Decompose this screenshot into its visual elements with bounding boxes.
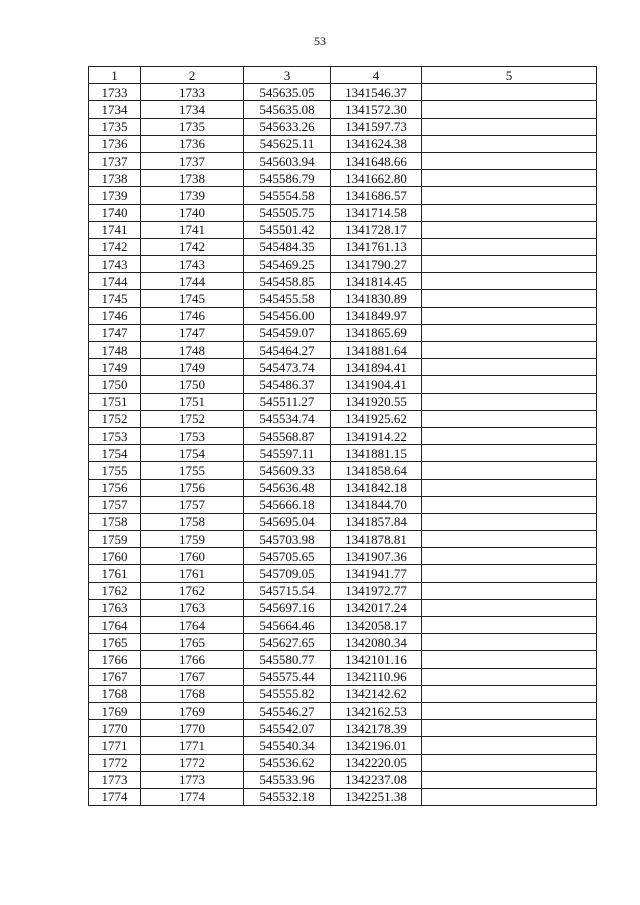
table-cell-col-3: 545633.26 <box>244 118 331 135</box>
table-cell-col-1: 1773 <box>89 771 141 788</box>
table-cell-col-1: 1739 <box>89 187 141 204</box>
table-cell-col-5 <box>422 324 597 341</box>
table-row <box>89 634 597 651</box>
table-row <box>89 445 597 462</box>
table-cell-col-5 <box>422 273 597 290</box>
table-cell-col-1: 1736 <box>89 135 141 152</box>
table-cell-col-1: 1749 <box>89 359 141 376</box>
table-cell-col-5 <box>422 307 597 324</box>
table-cell-col-4: 1341624.38 <box>331 135 422 152</box>
table-cell-col-2: 1743 <box>141 256 244 273</box>
table-cell-col-4: 1342251.38 <box>331 788 422 805</box>
table-cell-col-1: 1737 <box>89 152 141 169</box>
table-cell-col-5 <box>422 617 597 634</box>
table-row <box>89 152 597 169</box>
table-cell-col-2: 1764 <box>141 617 244 634</box>
table-cell-col-5 <box>422 393 597 410</box>
table-row <box>89 135 597 152</box>
coordinates-table <box>88 66 597 806</box>
table-cell-col-4: 1341761.13 <box>331 238 422 255</box>
table-cell-col-4: 1341546.37 <box>331 84 422 101</box>
table-cell-col-2: 1740 <box>141 204 244 221</box>
table-cell-col-2: 1758 <box>141 513 244 530</box>
table-row <box>89 221 597 238</box>
table-cell-col-3: 545533.96 <box>244 771 331 788</box>
table-cell-col-3: 545715.54 <box>244 582 331 599</box>
table-cell-col-3: 545568.87 <box>244 427 331 444</box>
table-cell-col-1: 1752 <box>89 410 141 427</box>
table-cell-col-5 <box>422 668 597 685</box>
table-cell-col-3: 545458.85 <box>244 273 331 290</box>
table-cell-col-1: 1762 <box>89 582 141 599</box>
table-cell-col-1: 1774 <box>89 788 141 805</box>
table-cell-col-5 <box>422 565 597 582</box>
table-cell-col-4: 1341842.18 <box>331 479 422 496</box>
table-row <box>89 462 597 479</box>
table-cell-col-2: 1748 <box>141 342 244 359</box>
table-cell-col-2: 1767 <box>141 668 244 685</box>
table-header <box>89 67 597 84</box>
table-row <box>89 479 597 496</box>
table-cell-col-4: 1342220.05 <box>331 754 422 771</box>
table-cell-col-2: 1752 <box>141 410 244 427</box>
table-cell-col-1: 1756 <box>89 479 141 496</box>
table-cell-col-1: 1733 <box>89 84 141 101</box>
table-cell-col-1: 1772 <box>89 754 141 771</box>
table-cell-col-4: 1341790.27 <box>331 256 422 273</box>
table-cell-col-3: 545635.05 <box>244 84 331 101</box>
table-cell-col-2: 1774 <box>141 788 244 805</box>
table-cell-col-4: 1341686.57 <box>331 187 422 204</box>
table-row <box>89 307 597 324</box>
table-cell-col-1: 1764 <box>89 617 141 634</box>
table-cell-col-3: 545580.77 <box>244 651 331 668</box>
table-cell-col-5 <box>422 651 597 668</box>
table-cell-col-1: 1761 <box>89 565 141 582</box>
table-row <box>89 599 597 616</box>
table-cell-col-3: 545554.58 <box>244 187 331 204</box>
table-cell-col-1: 1742 <box>89 238 141 255</box>
table-cell-col-2: 1734 <box>141 101 244 118</box>
table-cell-col-4: 1341849.97 <box>331 307 422 324</box>
table-cell-col-3: 545511.27 <box>244 393 331 410</box>
table-cell-col-4: 1341881.15 <box>331 445 422 462</box>
table-cell-col-1: 1766 <box>89 651 141 668</box>
table-cell-col-2: 1769 <box>141 702 244 719</box>
table-row <box>89 170 597 187</box>
table-cell-col-3: 545536.62 <box>244 754 331 771</box>
table-cell-col-4: 1341830.89 <box>331 290 422 307</box>
table-cell-col-5 <box>422 737 597 754</box>
table-cell-col-4: 1341925.62 <box>331 410 422 427</box>
table-cell-col-1: 1767 <box>89 668 141 685</box>
table-cell-col-4: 1341648.66 <box>331 152 422 169</box>
table-cell-col-2: 1738 <box>141 170 244 187</box>
table-cell-col-3: 545532.18 <box>244 788 331 805</box>
table-cell-col-5 <box>422 221 597 238</box>
page-number: 53 <box>314 34 326 48</box>
table-cell-col-3: 545546.27 <box>244 702 331 719</box>
table-cell-col-1: 1750 <box>89 376 141 393</box>
table-cell-col-4: 1341728.17 <box>331 221 422 238</box>
table-cell-col-1: 1745 <box>89 290 141 307</box>
table-cell-col-1: 1747 <box>89 324 141 341</box>
table-cell-col-3: 545542.07 <box>244 720 331 737</box>
table-row <box>89 651 597 668</box>
table-cell-col-4: 1341972.77 <box>331 582 422 599</box>
table-cell-col-4: 1341920.55 <box>331 393 422 410</box>
table-cell-col-4: 1341914.22 <box>331 427 422 444</box>
table-cell-col-4: 1342162.53 <box>331 702 422 719</box>
table-cell-col-5 <box>422 496 597 513</box>
table-cell-col-5 <box>422 531 597 548</box>
table-cell-col-1: 1754 <box>89 445 141 462</box>
table-cell-col-4: 1342237.08 <box>331 771 422 788</box>
table-cell-col-2: 1757 <box>141 496 244 513</box>
table-cell-col-2: 1742 <box>141 238 244 255</box>
table-cell-col-5 <box>422 342 597 359</box>
table-cell-col-4: 1342017.24 <box>331 599 422 616</box>
table-row <box>89 410 597 427</box>
table-cell-col-5 <box>422 359 597 376</box>
table-cell-col-3: 545501.42 <box>244 221 331 238</box>
table-cell-col-5 <box>422 118 597 135</box>
table-cell-col-2: 1735 <box>141 118 244 135</box>
table-cell-col-5 <box>422 238 597 255</box>
table-row <box>89 737 597 754</box>
table-cell-col-1: 1757 <box>89 496 141 513</box>
table-row <box>89 754 597 771</box>
table-cell-col-3: 545636.48 <box>244 479 331 496</box>
table-row <box>89 771 597 788</box>
table-cell-col-5 <box>422 152 597 169</box>
table-row <box>89 565 597 582</box>
table-cell-col-5 <box>422 84 597 101</box>
table-cell-col-3: 545473.74 <box>244 359 331 376</box>
table-cell-col-5 <box>422 599 597 616</box>
table-cell-col-2: 1736 <box>141 135 244 152</box>
table-cell-col-1: 1771 <box>89 737 141 754</box>
table-cell-col-5 <box>422 256 597 273</box>
table-cell-col-2: 1745 <box>141 290 244 307</box>
table-cell-col-2: 1744 <box>141 273 244 290</box>
table-cell-col-3: 545459.07 <box>244 324 331 341</box>
table-cell-col-4: 1342196.01 <box>331 737 422 754</box>
table-cell-col-2: 1763 <box>141 599 244 616</box>
table-cell-col-1: 1770 <box>89 720 141 737</box>
table-cell-col-1: 1738 <box>89 170 141 187</box>
table-cell-col-3: 545555.82 <box>244 685 331 702</box>
table-cell-col-5 <box>422 720 597 737</box>
table-row <box>89 788 597 805</box>
table-cell-col-1: 1760 <box>89 548 141 565</box>
header-row <box>89 67 597 84</box>
table-cell-col-2: 1741 <box>141 221 244 238</box>
table-cell-col-2: 1751 <box>141 393 244 410</box>
table-cell-col-4: 1342142.62 <box>331 685 422 702</box>
table-cell-col-5 <box>422 548 597 565</box>
table-row <box>89 720 597 737</box>
table-row <box>89 256 597 273</box>
table-cell-col-2: 1746 <box>141 307 244 324</box>
table-row <box>89 531 597 548</box>
table-cell-col-3: 545505.75 <box>244 204 331 221</box>
table-cell-col-3: 545534.74 <box>244 410 331 427</box>
table-cell-col-3: 545486.37 <box>244 376 331 393</box>
table-cell-col-1: 1763 <box>89 599 141 616</box>
table-cell-col-2: 1766 <box>141 651 244 668</box>
table-cell-col-3: 545469.25 <box>244 256 331 273</box>
table-row <box>89 427 597 444</box>
table-cell-col-4: 1342178.39 <box>331 720 422 737</box>
table-cell-col-4: 1341907.36 <box>331 548 422 565</box>
table-cell-col-5 <box>422 187 597 204</box>
table-cell-col-1: 1758 <box>89 513 141 530</box>
table-cell-col-1: 1768 <box>89 685 141 702</box>
table-cell-col-5 <box>422 135 597 152</box>
table-cell-col-2: 1750 <box>141 376 244 393</box>
table-cell-col-1: 1734 <box>89 101 141 118</box>
table-row <box>89 101 597 118</box>
table-cell-col-1: 1765 <box>89 634 141 651</box>
table-cell-col-4: 1341881.64 <box>331 342 422 359</box>
table-cell-col-2: 1737 <box>141 152 244 169</box>
table-cell-col-5 <box>422 427 597 444</box>
table-cell-col-3: 545484.35 <box>244 238 331 255</box>
table-cell-col-3: 545664.46 <box>244 617 331 634</box>
column-header-5: 5 <box>422 67 597 84</box>
table-cell-col-3: 545575.44 <box>244 668 331 685</box>
table-cell-col-5 <box>422 479 597 496</box>
table-cell-col-4: 1341844.70 <box>331 496 422 513</box>
table-cell-col-4: 1341597.73 <box>331 118 422 135</box>
table-cell-col-3: 545703.98 <box>244 531 331 548</box>
table-cell-col-2: 1733 <box>141 84 244 101</box>
table-cell-col-2: 1772 <box>141 754 244 771</box>
table-row <box>89 376 597 393</box>
table-cell-col-4: 1341572.30 <box>331 101 422 118</box>
table-cell-col-3: 545705.65 <box>244 548 331 565</box>
table-cell-col-4: 1341814.45 <box>331 273 422 290</box>
table-cell-col-3: 545695.04 <box>244 513 331 530</box>
table-cell-col-2: 1755 <box>141 462 244 479</box>
table-row <box>89 513 597 530</box>
table-cell-col-4: 1341714.58 <box>331 204 422 221</box>
table-cell-col-3: 545456.00 <box>244 307 331 324</box>
table-cell-col-2: 1739 <box>141 187 244 204</box>
table-cell-col-5 <box>422 634 597 651</box>
table-row <box>89 342 597 359</box>
table-cell-col-5 <box>422 101 597 118</box>
table-cell-col-4: 1342080.34 <box>331 634 422 651</box>
table-cell-col-2: 1762 <box>141 582 244 599</box>
table-cell-col-5 <box>422 410 597 427</box>
table-cell-col-4: 1342101.16 <box>331 651 422 668</box>
table-row <box>89 238 597 255</box>
table-cell-col-5 <box>422 170 597 187</box>
column-header-3: 3 <box>244 67 331 84</box>
table-cell-col-3: 545597.11 <box>244 445 331 462</box>
table-row <box>89 290 597 307</box>
table-cell-col-1: 1748 <box>89 342 141 359</box>
table-cell-col-4: 1341857.84 <box>331 513 422 530</box>
table-row <box>89 187 597 204</box>
table-cell-col-3: 545697.16 <box>244 599 331 616</box>
table-cell-col-2: 1760 <box>141 548 244 565</box>
table-cell-col-1: 1769 <box>89 702 141 719</box>
table-cell-col-4: 1341865.69 <box>331 324 422 341</box>
table-cell-col-3: 545540.34 <box>244 737 331 754</box>
table-cell-col-2: 1749 <box>141 359 244 376</box>
table-cell-col-2: 1773 <box>141 771 244 788</box>
table-body <box>89 84 597 806</box>
table-cell-col-2: 1765 <box>141 634 244 651</box>
table-cell-col-1: 1759 <box>89 531 141 548</box>
table-cell-col-2: 1771 <box>141 737 244 754</box>
table-cell-col-3: 545603.94 <box>244 152 331 169</box>
table-cell-col-3: 545464.27 <box>244 342 331 359</box>
table-cell-col-5 <box>422 513 597 530</box>
table-row <box>89 84 597 101</box>
table-cell-col-3: 545627.65 <box>244 634 331 651</box>
table-cell-col-1: 1735 <box>89 118 141 135</box>
table-cell-col-3: 545609.33 <box>244 462 331 479</box>
table-cell-col-2: 1754 <box>141 445 244 462</box>
table-cell-col-3: 545586.79 <box>244 170 331 187</box>
table-cell-col-5 <box>422 445 597 462</box>
table-cell-col-2: 1753 <box>141 427 244 444</box>
table-cell-col-5 <box>422 582 597 599</box>
table-cell-col-1: 1744 <box>89 273 141 290</box>
table-cell-col-5 <box>422 788 597 805</box>
table-cell-col-2: 1756 <box>141 479 244 496</box>
table-cell-col-2: 1759 <box>141 531 244 548</box>
table-cell-col-4: 1341878.81 <box>331 531 422 548</box>
table-cell-col-1: 1743 <box>89 256 141 273</box>
table-cell-col-2: 1747 <box>141 324 244 341</box>
table-cell-col-3: 545709.05 <box>244 565 331 582</box>
table-row <box>89 702 597 719</box>
table-row <box>89 324 597 341</box>
table-cell-col-3: 545625.11 <box>244 135 331 152</box>
table-cell-col-4: 1342110.96 <box>331 668 422 685</box>
table-cell-col-5 <box>422 376 597 393</box>
column-header-2: 2 <box>141 67 244 84</box>
table-cell-col-1: 1751 <box>89 393 141 410</box>
table-cell-col-4: 1341894.41 <box>331 359 422 376</box>
table-cell-col-5 <box>422 702 597 719</box>
table-cell-col-1: 1741 <box>89 221 141 238</box>
table-row <box>89 685 597 702</box>
table-row <box>89 668 597 685</box>
table-cell-col-2: 1768 <box>141 685 244 702</box>
table-row <box>89 496 597 513</box>
table-cell-col-1: 1746 <box>89 307 141 324</box>
table-row <box>89 204 597 221</box>
table-cell-col-3: 545635.08 <box>244 101 331 118</box>
table-row <box>89 359 597 376</box>
table-cell-col-4: 1341662.80 <box>331 170 422 187</box>
table-cell-col-2: 1761 <box>141 565 244 582</box>
table-row <box>89 617 597 634</box>
table-cell-col-4: 1342058.17 <box>331 617 422 634</box>
column-header-1: 1 <box>89 67 141 84</box>
table-row <box>89 582 597 599</box>
table-cell-col-3: 545455.58 <box>244 290 331 307</box>
table-cell-col-5 <box>422 290 597 307</box>
table-cell-col-5 <box>422 204 597 221</box>
table-cell-col-1: 1753 <box>89 427 141 444</box>
table-cell-col-5 <box>422 771 597 788</box>
table-cell-col-4: 1341858.64 <box>331 462 422 479</box>
table-row <box>89 118 597 135</box>
table-row <box>89 548 597 565</box>
table-cell-col-5 <box>422 462 597 479</box>
table-cell-col-1: 1755 <box>89 462 141 479</box>
table-cell-col-4: 1341904.41 <box>331 376 422 393</box>
table-cell-col-3: 545666.18 <box>244 496 331 513</box>
table-cell-col-4: 1341941.77 <box>331 565 422 582</box>
table-cell-col-5 <box>422 685 597 702</box>
table-cell-col-5 <box>422 754 597 771</box>
column-header-4: 4 <box>331 67 422 84</box>
table-row <box>89 393 597 410</box>
table-cell-col-1: 1740 <box>89 204 141 221</box>
table-cell-col-2: 1770 <box>141 720 244 737</box>
table-row <box>89 273 597 290</box>
